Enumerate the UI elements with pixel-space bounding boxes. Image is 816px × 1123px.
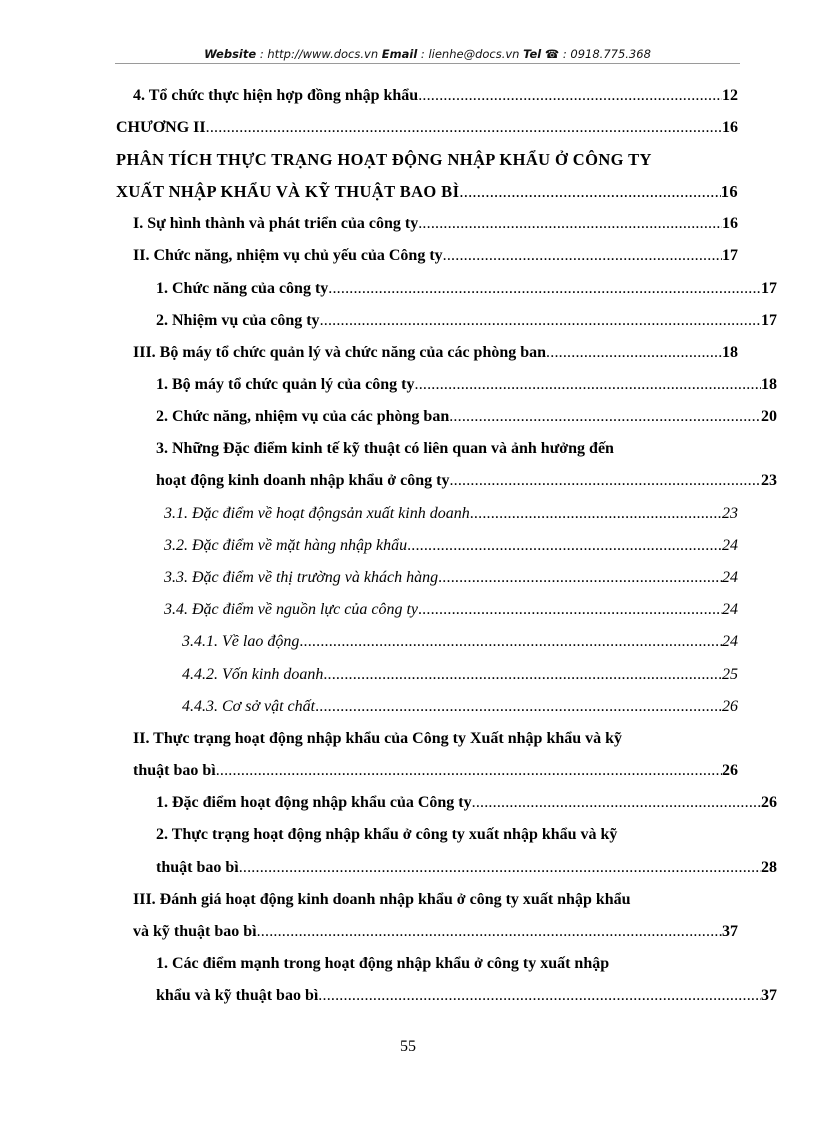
toc-entry: 2. Nhiệm vụ của công ty ..... 17 [156,306,777,336]
toc-entry: 2. Chức năng, nhiệm vụ của các phòng ban ..... 20 [156,402,777,432]
toc-entry: PHÂN TÍCH THỰC TRẠNG HOẠT ĐỘNG NHẬP KHẨU Ở CÔNG TY [116,150,652,169]
toc-entry: thuật bao bì ..... 28 [156,853,777,883]
toc-entry: II. Thực trạng hoạt động nhập khẩu của Công ty Xuất nhập khẩu và kỹ [133,730,623,747]
page-number: 55 [400,1038,416,1055]
header-divider [115,63,740,64]
toc-entry: và kỹ thuật bao bì ..... 37 [133,917,738,947]
toc-entry: III. Đánh giá hoạt động kinh doanh nhập khẩu ở công ty xuất nhập khẩu [133,891,631,908]
toc-entry: thuật bao bì ..... 26 [133,756,738,786]
toc-entry: CHƯƠNG II ..... 16 [116,113,738,143]
toc-entry: 1. Đặc điểm hoạt động nhập khẩu của Công ty ..... 26 [156,788,777,818]
toc-entry: 1. Các điểm mạnh trong hoạt động nhập khẩu ở công ty xuất nhập [156,955,610,972]
toc-entry: III. Bộ máy tổ chức quản lý và chức năng của các phòng ban ..... 18 [133,338,738,368]
toc-entry: II. Chức năng, nhiệm vụ chủ yếu của Công ty ..... 17 [133,241,738,271]
website-label: Website [204,47,257,61]
toc-entry: 2. Thực trạng hoạt động nhập khẩu ở công ty xuất nhập khẩu và kỹ [156,826,618,843]
phone-icon: ☎ [544,47,560,61]
toc-entry: 3.3. Đặc điểm về thị trường và khách hàng ..... 24 [164,563,738,593]
toc-entry: khẩu và kỹ thuật bao bì ..... 37 [156,981,777,1011]
toc-entry: 3.4. Đặc điểm về nguồn lực của công ty ..... 24 [164,595,738,625]
toc-entry: 3.1. Đặc điểm về hoạt độngsản xuất kinh doanh ..... 23 [164,499,738,529]
toc-entry: hoạt động kinh doanh nhập khẩu ở công ty ..... 23 [156,466,777,496]
tel-value: : 0918.775.368 [562,47,651,61]
toc-entry: 4.4.3. Cơ sở vật chất ..... 26 [182,692,738,722]
toc-entry: 4.4.2. Vốn kinh doanh ..... 25 [182,660,738,690]
email-address: : lienhe@docs.vn [417,47,524,61]
toc-entry: 1. Bộ máy tổ chức quản lý của công ty ..... 18 [156,370,777,400]
toc-entry: 3.4.1. Về lao động ..... 24 [182,627,738,657]
toc-entry: 4. Tổ chức thực hiện hợp đồng nhập khẩu ..... 12 [133,81,738,111]
toc-entry: 1. Chức năng của công ty ..... 17 [156,274,777,304]
tel-label: Tel [523,47,542,61]
toc-entry: 3. Những Đặc điểm kinh tế kỹ thuật có liên quan và ảnh hưởng đến [156,440,614,457]
page-header [115,47,740,61]
toc-entry: 3.2. Đặc điểm về mặt hàng nhập khẩu ..... 24 [164,531,738,561]
toc-entry: I. Sự hình thành và phát triển của công ty ..... 16 [133,209,738,239]
website-url: : http://www.docs.vn [256,47,382,61]
email-label: Email [381,47,418,61]
toc-entry: XUẤT NHẬP KHẨU VÀ KỸ THUẬT BAO BÌ ..... 16 [116,177,738,207]
